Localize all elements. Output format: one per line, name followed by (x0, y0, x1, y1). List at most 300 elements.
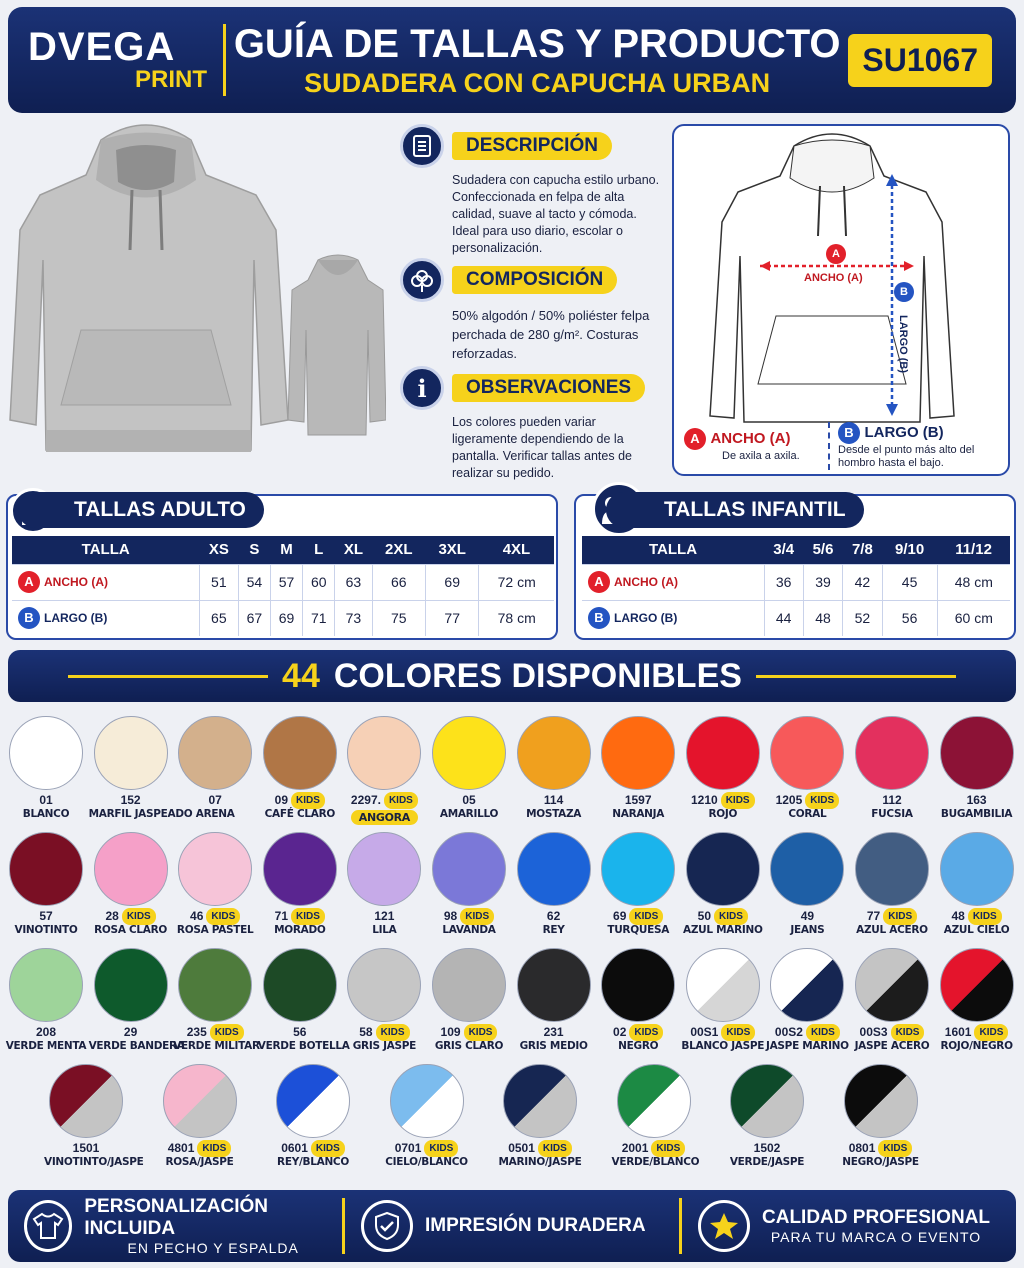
colors-count: 44 (282, 656, 320, 695)
color-code-row (850, 1025, 934, 1040)
color-dot (940, 832, 1014, 906)
color-code-row (765, 909, 849, 924)
color-code: 0801 (848, 1141, 876, 1155)
color-swatch (935, 948, 1019, 1053)
shield-check-icon (361, 1200, 413, 1252)
hoodie-front-view (10, 125, 288, 452)
ancho-legend (684, 428, 834, 462)
kids-largo-row (582, 600, 1010, 636)
color-dot (178, 832, 252, 906)
kids-header-cell: 5/6 (803, 536, 842, 564)
color-dot (347, 716, 421, 790)
color-swatch (850, 948, 934, 1053)
color-name: JASPE ACERO (854, 1040, 930, 1052)
color-code: 0701 (394, 1141, 422, 1155)
color-code-row (258, 909, 342, 924)
color-code-row (596, 793, 680, 808)
color-dot (347, 832, 421, 906)
adult-ancho-row (12, 564, 554, 600)
color-code: 49 (800, 909, 815, 923)
color-code: 07 (208, 793, 222, 807)
color-dot (686, 832, 760, 906)
ancho-badge: A (18, 571, 40, 593)
kids-badge: KIDS (891, 1024, 925, 1041)
adult-largo-value: 65 (199, 600, 238, 636)
color-swatch (427, 948, 511, 1053)
color-dot (263, 832, 337, 906)
hoodie-photo (6, 120, 386, 480)
header-titles (226, 21, 848, 99)
color-code-row (512, 909, 596, 924)
color-code: 2001 (621, 1141, 649, 1155)
color-name: VERDE/BLANCO (611, 1156, 700, 1168)
arrow-b-label: LARGO (B) (897, 314, 910, 374)
color-name: LILA (372, 924, 397, 936)
color-name: ROSA CLARO (94, 924, 168, 936)
color-swatch (427, 832, 511, 937)
color-code: 62 (546, 909, 561, 923)
color-code: 2297. (350, 793, 381, 807)
ancho-label-text: ANCHO (A) (44, 575, 108, 589)
kids-ancho-value: 39 (803, 564, 842, 600)
color-dot (347, 948, 421, 1022)
color-dot (432, 716, 506, 790)
largo-title: LARGO (B) (864, 424, 944, 441)
color-swatch (850, 832, 934, 937)
color-swatch (512, 948, 596, 1053)
color-code-row (765, 793, 849, 808)
color-swatch (4, 716, 88, 821)
color-code-row (173, 1025, 257, 1040)
adult-ancho-value: 54 (238, 564, 270, 600)
color-name: BLANCO JASPE (681, 1040, 765, 1052)
color-name: ROJO (708, 808, 738, 820)
color-swatch (88, 948, 185, 1053)
kids-badge: KIDS (968, 908, 1002, 925)
color-swatch (427, 716, 511, 821)
color-swatch (935, 716, 1019, 821)
color-dot (770, 832, 844, 906)
adult-header-cell: TALLA (12, 536, 199, 564)
adult-header-cell: M (270, 536, 302, 564)
kids-largo-value: 48 (803, 600, 842, 636)
color-swatch (839, 1064, 923, 1169)
color-code: 112 (882, 793, 902, 807)
color-code-row (765, 1025, 849, 1040)
color-name: REY (542, 924, 565, 936)
color-name: VINOTINTO (14, 924, 78, 936)
color-name: VINOTINTO/JASPE (44, 1156, 144, 1168)
color-name: JASPE MARINO (765, 1040, 849, 1052)
footer-title-1: PERSONALIZACIÓN INCLUIDA (84, 1196, 269, 1239)
kids-badge: KIDS (197, 1140, 231, 1157)
color-code-row (258, 793, 342, 808)
color-dot (940, 716, 1014, 790)
kids-badge: KIDS (424, 1140, 458, 1157)
ancho-badge: A (684, 428, 706, 450)
color-dot (517, 948, 591, 1022)
document-icon (400, 124, 444, 168)
color-code-row (596, 909, 680, 924)
color-swatch (596, 716, 680, 821)
color-swatch (611, 1064, 700, 1169)
color-swatch (498, 1064, 582, 1169)
color-code: 77 (866, 909, 881, 923)
kids-ancho-row (582, 564, 1010, 600)
color-swatch (935, 832, 1019, 937)
color-dot (517, 832, 591, 906)
color-code: 00S3 (859, 1025, 888, 1039)
footer-item-durable (342, 1198, 679, 1254)
adult-ancho-value: 63 (335, 564, 372, 600)
kids-size-table (574, 494, 1016, 640)
adult-header-cell: XL (335, 536, 372, 564)
color-code-row (725, 1141, 809, 1156)
colors-header (8, 650, 1016, 702)
color-code-row (596, 1025, 680, 1040)
adult-table-title: TALLAS ADULTO (18, 492, 264, 528)
color-code: 01 (39, 793, 53, 807)
color-swatch (681, 832, 765, 937)
adult-largo-value: 71 (303, 600, 335, 636)
color-name: TURQUESA (607, 924, 670, 936)
color-name: FUCSIA (871, 808, 913, 820)
color-code: 46 (190, 909, 204, 923)
color-code: 69 (613, 909, 627, 923)
color-code: 00S2 (774, 1025, 803, 1039)
color-dot (686, 716, 760, 790)
color-swatch (342, 832, 426, 937)
color-dot (163, 1064, 237, 1138)
color-code: 208 (35, 1025, 57, 1039)
color-dot (276, 1064, 350, 1138)
color-name: AZUL ACERO (856, 924, 928, 936)
color-name: MARINO/JASPE (498, 1156, 582, 1168)
star-icon (698, 1200, 750, 1252)
adult-ancho-value: 69 (425, 564, 478, 600)
color-code-row (342, 793, 426, 808)
color-code: 231 (543, 1025, 564, 1039)
kids-badge: KIDS (651, 1140, 685, 1157)
color-name: GRIS JASPE (352, 1040, 417, 1052)
kids-badge: KIDS (460, 908, 494, 925)
kids-ancho-value: 45 (882, 564, 937, 600)
color-dot (263, 948, 337, 1022)
color-code: 152 (120, 793, 141, 807)
color-swatch (596, 948, 680, 1053)
kids-badge: KIDS (806, 1024, 840, 1041)
color-code-row (850, 909, 934, 924)
color-code: 4801 (167, 1141, 195, 1155)
color-dot (730, 1064, 804, 1138)
color-swatch (4, 832, 88, 937)
largo-label-text: LARGO (B) (44, 611, 108, 626)
color-code: 109 (440, 1025, 461, 1039)
color-swatch (44, 1064, 144, 1169)
product-code: SU1067 (848, 34, 992, 87)
color-name: VERDE BOTELLA (257, 1040, 350, 1052)
color-code: 58 (359, 1025, 373, 1039)
color-code: 121 (374, 909, 395, 923)
adult-header-cell: S (238, 536, 270, 564)
color-swatch (681, 948, 765, 1053)
brand-logo (8, 24, 226, 96)
largo-label-text: LARGO (B) (614, 611, 678, 626)
ancho-label-text: ANCHO (A) (614, 575, 678, 589)
color-code: 1601 (944, 1025, 972, 1039)
color-name: CAFÉ CLARO (264, 808, 335, 820)
observations-text: Los colores pueden variar ligeramente dependiendo de la pantalla. Verificar tallas antes de realizar su pedido. (452, 415, 632, 480)
kids-badge: KIDS (384, 792, 418, 809)
color-code: 114 (543, 793, 564, 807)
adult-size-table (6, 494, 558, 640)
color-swatch (258, 832, 342, 937)
header-banner (8, 7, 1016, 113)
color-swatch (596, 832, 680, 937)
color-code-row (258, 1025, 342, 1040)
color-dot (49, 1064, 123, 1138)
adult-ancho-value: 72 cm (479, 564, 554, 600)
kids-header-cell: TALLA (582, 536, 764, 564)
color-code-row (427, 909, 511, 924)
color-swatch (4, 948, 88, 1053)
kids-badge: KIDS (629, 1024, 663, 1041)
largo-badge: B (18, 607, 40, 629)
color-code-row (498, 1141, 582, 1156)
kids-largo-value: 52 (843, 600, 882, 636)
color-code-row (89, 1025, 173, 1040)
color-code: 1597 (624, 793, 652, 807)
color-code: 0601 (281, 1141, 308, 1155)
color-dot (940, 948, 1014, 1022)
footer-sub-3: PARA TU MARCA O EVENTO (770, 1229, 982, 1245)
color-name: ARENA (195, 808, 235, 820)
kids-ancho-label (582, 564, 764, 600)
kids-badge: KIDS (122, 908, 156, 925)
color-code: 29 (123, 1025, 138, 1039)
color-name: JEANS (790, 924, 825, 936)
footer-sub-1: EN PECHO Y ESPALDA (127, 1240, 299, 1256)
color-dot (844, 1064, 918, 1138)
kids-header-row (582, 536, 1010, 564)
color-code-row (935, 1025, 1019, 1040)
kids-badge: KIDS (805, 792, 839, 809)
color-swatch (850, 716, 934, 821)
adult-largo-value: 67 (238, 600, 270, 636)
color-swatch (158, 1064, 242, 1169)
kids-largo-value: 56 (882, 600, 937, 636)
color-code: 163 (966, 793, 987, 807)
arrow-b-badge: B (894, 282, 914, 302)
largo-badge: B (588, 607, 610, 629)
color-name: CIELO/BLANCO (385, 1156, 468, 1168)
color-code-row (935, 793, 1019, 808)
color-dot (855, 716, 929, 790)
kids-badge: KIDS (376, 1024, 410, 1041)
color-swatch (257, 948, 350, 1053)
adult-header-cell: 2XL (372, 536, 425, 564)
kids-badge: KIDS (883, 908, 917, 925)
adult-header-cell: XS (199, 536, 238, 564)
color-swatch (173, 832, 257, 937)
footer-title-3: CALIDAD PROFESIONAL (762, 1207, 990, 1228)
color-name: NEGRO/JASPE (842, 1156, 919, 1168)
color-code-row (271, 1141, 355, 1156)
color-name: VERDE MILITAR (173, 1040, 260, 1052)
kids-badge: KIDS (291, 908, 325, 925)
color-code: 1502 (753, 1141, 781, 1155)
color-dot (770, 948, 844, 1022)
ancho-title: ANCHO (A) (710, 430, 791, 447)
kids-badge: KIDS (629, 908, 663, 925)
color-swatch (512, 716, 596, 821)
color-name: GRIS CLARO (434, 1040, 504, 1052)
color-dot (770, 716, 844, 790)
color-dot (601, 948, 675, 1022)
color-name: VERDE/JASPE (729, 1156, 805, 1168)
kids-largo-label (582, 600, 764, 636)
measurement-diagram (672, 124, 1010, 476)
color-swatch (512, 832, 596, 937)
cotton-icon (400, 258, 444, 302)
color-dot (9, 832, 83, 906)
adult-largo-row (12, 600, 554, 636)
color-code: 48 (951, 909, 965, 923)
color-code: 57 (39, 909, 53, 923)
arrow-a-label: ANCHO (A) (804, 272, 863, 284)
color-swatch (385, 1064, 469, 1169)
largo-desc: Desde el punto más alto del hombro hasta el bajo. (838, 444, 975, 469)
ancho-badge: A (588, 571, 610, 593)
color-name: VERDE MENTA (5, 1040, 87, 1052)
color-code-row (44, 1141, 128, 1156)
color-dot (686, 948, 760, 1022)
color-swatch (173, 716, 257, 821)
color-name: GRIS MEDIO (519, 1040, 588, 1052)
adult-ancho-label (12, 564, 199, 600)
color-dot (94, 832, 168, 906)
color-dot (94, 716, 168, 790)
color-code: 56 (293, 1025, 307, 1039)
page-title: GUÍA DE TALLAS Y PRODUCTO (233, 22, 841, 66)
adult-header-row (12, 536, 554, 564)
observations-block (400, 366, 662, 482)
color-name: ROJO/NEGRO (940, 1040, 1013, 1052)
color-name: CORAL (788, 808, 827, 820)
color-name: AMARILLO (439, 808, 499, 820)
color-swatch (271, 1064, 355, 1169)
color-dot (601, 716, 675, 790)
adult-ancho-value: 60 (303, 564, 335, 600)
color-swatch (765, 832, 849, 937)
color-dot (855, 948, 929, 1022)
observations-title: OBSERVACIONES (452, 374, 645, 402)
footer-title-2: IMPRESIÓN DURADERA (425, 1215, 646, 1236)
info-icon: i (400, 366, 444, 410)
color-code-row (839, 1141, 923, 1156)
color-code-row (427, 1025, 511, 1040)
color-name: ROSA/JASPE (165, 1156, 234, 1168)
color-name: LAVANDA (442, 924, 496, 936)
color-code-row (385, 1141, 469, 1156)
kids-badge: KIDS (721, 792, 755, 809)
color-swatch (173, 948, 260, 1053)
divider-line (756, 675, 956, 678)
color-code-row (173, 909, 257, 924)
color-code-row (850, 793, 934, 808)
color-dot (617, 1064, 691, 1138)
color-code: 02 (613, 1025, 627, 1039)
composition-title: COMPOSICIÓN (452, 266, 617, 294)
color-code-row (4, 909, 88, 924)
kids-badge: KIDS (464, 1024, 498, 1041)
color-code: 1210 (690, 793, 718, 807)
adult-largo-value: 73 (335, 600, 372, 636)
color-code-row (342, 909, 426, 924)
kids-badge: KIDS (878, 1140, 912, 1157)
color-code-row (512, 1025, 596, 1040)
color-code-row (612, 1141, 696, 1156)
brand-bottom: PRINT (135, 66, 207, 93)
kids-badge: KIDS (206, 908, 240, 925)
adult-header-cell: 3XL (425, 536, 478, 564)
colors-header-text: COLORES DISPONIBLES (333, 656, 742, 695)
color-name: AZUL MARINO (683, 924, 763, 936)
kids-table-title: TALLAS INFANTIL (606, 492, 864, 528)
adult-largo-label (12, 600, 199, 636)
color-swatch (88, 716, 193, 821)
color-dot (503, 1064, 577, 1138)
color-code: 05 (462, 793, 476, 807)
description-block (400, 124, 662, 257)
footer-banner (8, 1190, 1016, 1262)
color-name: ROSA PASTEL (176, 924, 254, 936)
kids-table (582, 536, 1010, 636)
color-code-row (681, 793, 765, 808)
divider-line (68, 675, 268, 678)
color-name: NARANJA (612, 808, 665, 820)
color-name: MARFIL JASPEADO (88, 808, 193, 820)
product-subtitle: SUDADERA CON CAPUCHA URBAN (304, 68, 771, 98)
color-swatch (342, 716, 426, 826)
adult-largo-value: 75 (372, 600, 425, 636)
hoodie-back-view (288, 255, 386, 435)
color-code: 0501 (508, 1141, 535, 1155)
tshirt-icon (24, 1200, 72, 1252)
color-dot (517, 716, 591, 790)
color-dot (9, 948, 83, 1022)
adult-largo-value: 78 cm (479, 600, 554, 636)
largo-badge: B (838, 422, 860, 444)
kids-badge: KIDS (291, 792, 325, 809)
color-swatch (725, 1064, 809, 1169)
ancho-desc: De axila a axila. (722, 450, 800, 462)
color-swatch (89, 832, 173, 937)
color-swatch (681, 716, 765, 821)
color-code-row (935, 909, 1019, 924)
kids-badge: KIDS (721, 1024, 755, 1041)
kids-header-cell: 3/4 (764, 536, 803, 564)
kids-ancho-value: 36 (764, 564, 803, 600)
color-code: 71 (274, 909, 289, 923)
adult-table (12, 536, 554, 636)
composition-block (400, 258, 662, 363)
color-code: 98 (443, 909, 458, 923)
adult-ancho-value: 57 (270, 564, 302, 600)
color-name: REY/BLANCO (277, 1156, 349, 1168)
color-dot (432, 948, 506, 1022)
color-dot (263, 716, 337, 790)
